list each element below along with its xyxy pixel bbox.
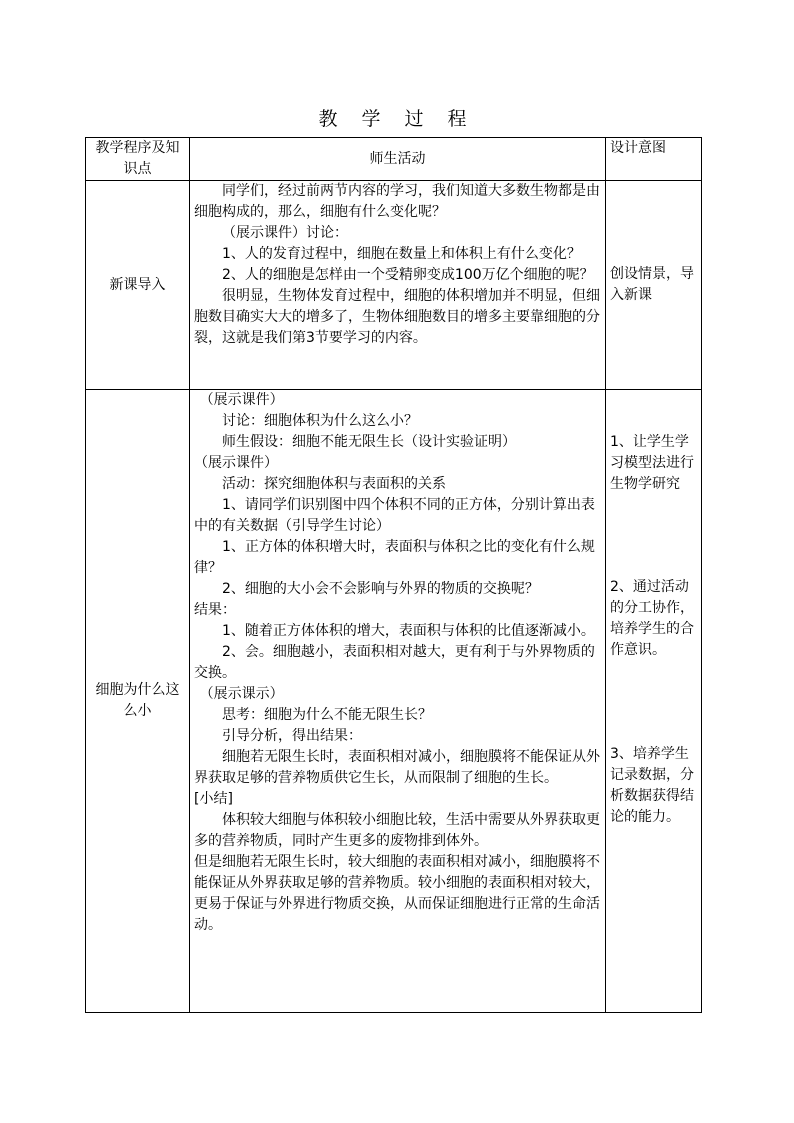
activity-paragraph: 体积较大细胞与体积较小细胞比较，生活中需要从外界获取更多的营养物质，同时产生更多的废物排到体外。 — [194, 812, 600, 849]
section-label: 新课导入 — [86, 181, 190, 390]
intent-text: 创设情景，导入新课 — [610, 266, 694, 303]
activity-paragraph: 1、正方体的体积增大时，表面积与体积之比的变化有什么规律？ — [194, 539, 595, 576]
intent-cell — [606, 181, 702, 390]
header-activities: 师生活动 — [190, 138, 606, 181]
table-row — [86, 390, 702, 1013]
activity-paragraph: 1、随着正方体体积的增大，表面积与体积的比值逐渐减小。 — [222, 623, 595, 639]
table-header-row — [86, 138, 702, 181]
header-intent: 设计意图 — [606, 138, 702, 181]
intent-text: 3、培养学生记录数据，分析数据获得结论的能力。 — [610, 746, 694, 825]
activity-paragraph: 师生假设：细胞不能无限生长（设计实验证明） — [222, 434, 516, 450]
activity-paragraph: 1、人的发育过程中，细胞在数量上和体积上有什么变化？ — [222, 246, 581, 262]
activity-paragraph: 细胞若无限生长时，表面积相对减小，细胞膜将不能保证从外界获取足够的营养物质供它生长，从而限制了细胞的生长。 — [194, 749, 600, 786]
table-row — [86, 181, 702, 390]
activity-paragraph: 引导分析，得出结果： — [222, 728, 362, 744]
activity-paragraph: 结果： — [194, 602, 236, 618]
activity-paragraph: 很明显，生物体发育过程中，细胞的体积增加并不明显，但细胞数目确实大大的增多了，生物体细胞数目的增多主要靠细胞的分裂，这就是我们第3节要学习的内容。 — [194, 288, 600, 346]
intent-cell — [606, 390, 702, 1013]
activity-paragraph: 讨论：细胞体积为什么这么小？ — [222, 413, 418, 429]
lesson-table — [85, 137, 702, 1013]
activities-cell — [190, 390, 606, 1013]
activity-paragraph: 2、会。细胞越小，表面积相对越大，更有利于与外界物质的交换。 — [194, 644, 595, 681]
header-procedure: 教学程序及知识点 — [86, 138, 190, 181]
activities-cell — [190, 181, 606, 390]
activity-paragraph: （展示课件）讨论： — [222, 225, 348, 241]
activity-paragraph: （展示课件） — [194, 455, 278, 471]
activity-paragraph: （展示课件） — [199, 392, 284, 408]
activity-paragraph: 2、细胞的大小会不会影响与外界的物质的交换呢？ — [222, 581, 539, 597]
activity-paragraph: 思考：细胞为什么不能无限生长？ — [222, 707, 432, 723]
intent-text: 1、让学生学习模型法进行生物学研究 — [610, 434, 694, 492]
section-label: 细胞为什么这么小 — [86, 390, 190, 1013]
activity-paragraph: 但是细胞若无限生长时，较大细胞的表面积相对减小，细胞膜将不能保证从外界获取足够的营养物质。较小细胞的表面积相对较大，更易于保证与外界进行物质交换，从而保证细胞进行正常的生命活动。 — [194, 854, 600, 933]
activity-paragraph: [小结] — [194, 791, 233, 807]
activity-paragraph: 2、人的细胞是怎样由一个受精卵变成100万亿个细胞的呢？ — [222, 267, 594, 283]
activity-paragraph: 活动：探究细胞体积与表面积的关系 — [222, 476, 446, 492]
page-title: 教 学 过 程 — [318, 108, 476, 130]
activity-paragraph: 1、请同学们识别图中四个体积不同的正方体，分别计算出表中的有关数据（引导学生讨论） — [194, 497, 595, 534]
intent-text: 2、通过活动的分工协作，培养学生的合作意识。 — [610, 579, 694, 658]
activity-paragraph: 同学们，经过前两节内容的学习，我们知道大多数生物都是由细胞构成的，那么，细胞有什么变化呢？ — [194, 183, 600, 220]
activity-paragraph: （展示课示） — [199, 686, 284, 702]
